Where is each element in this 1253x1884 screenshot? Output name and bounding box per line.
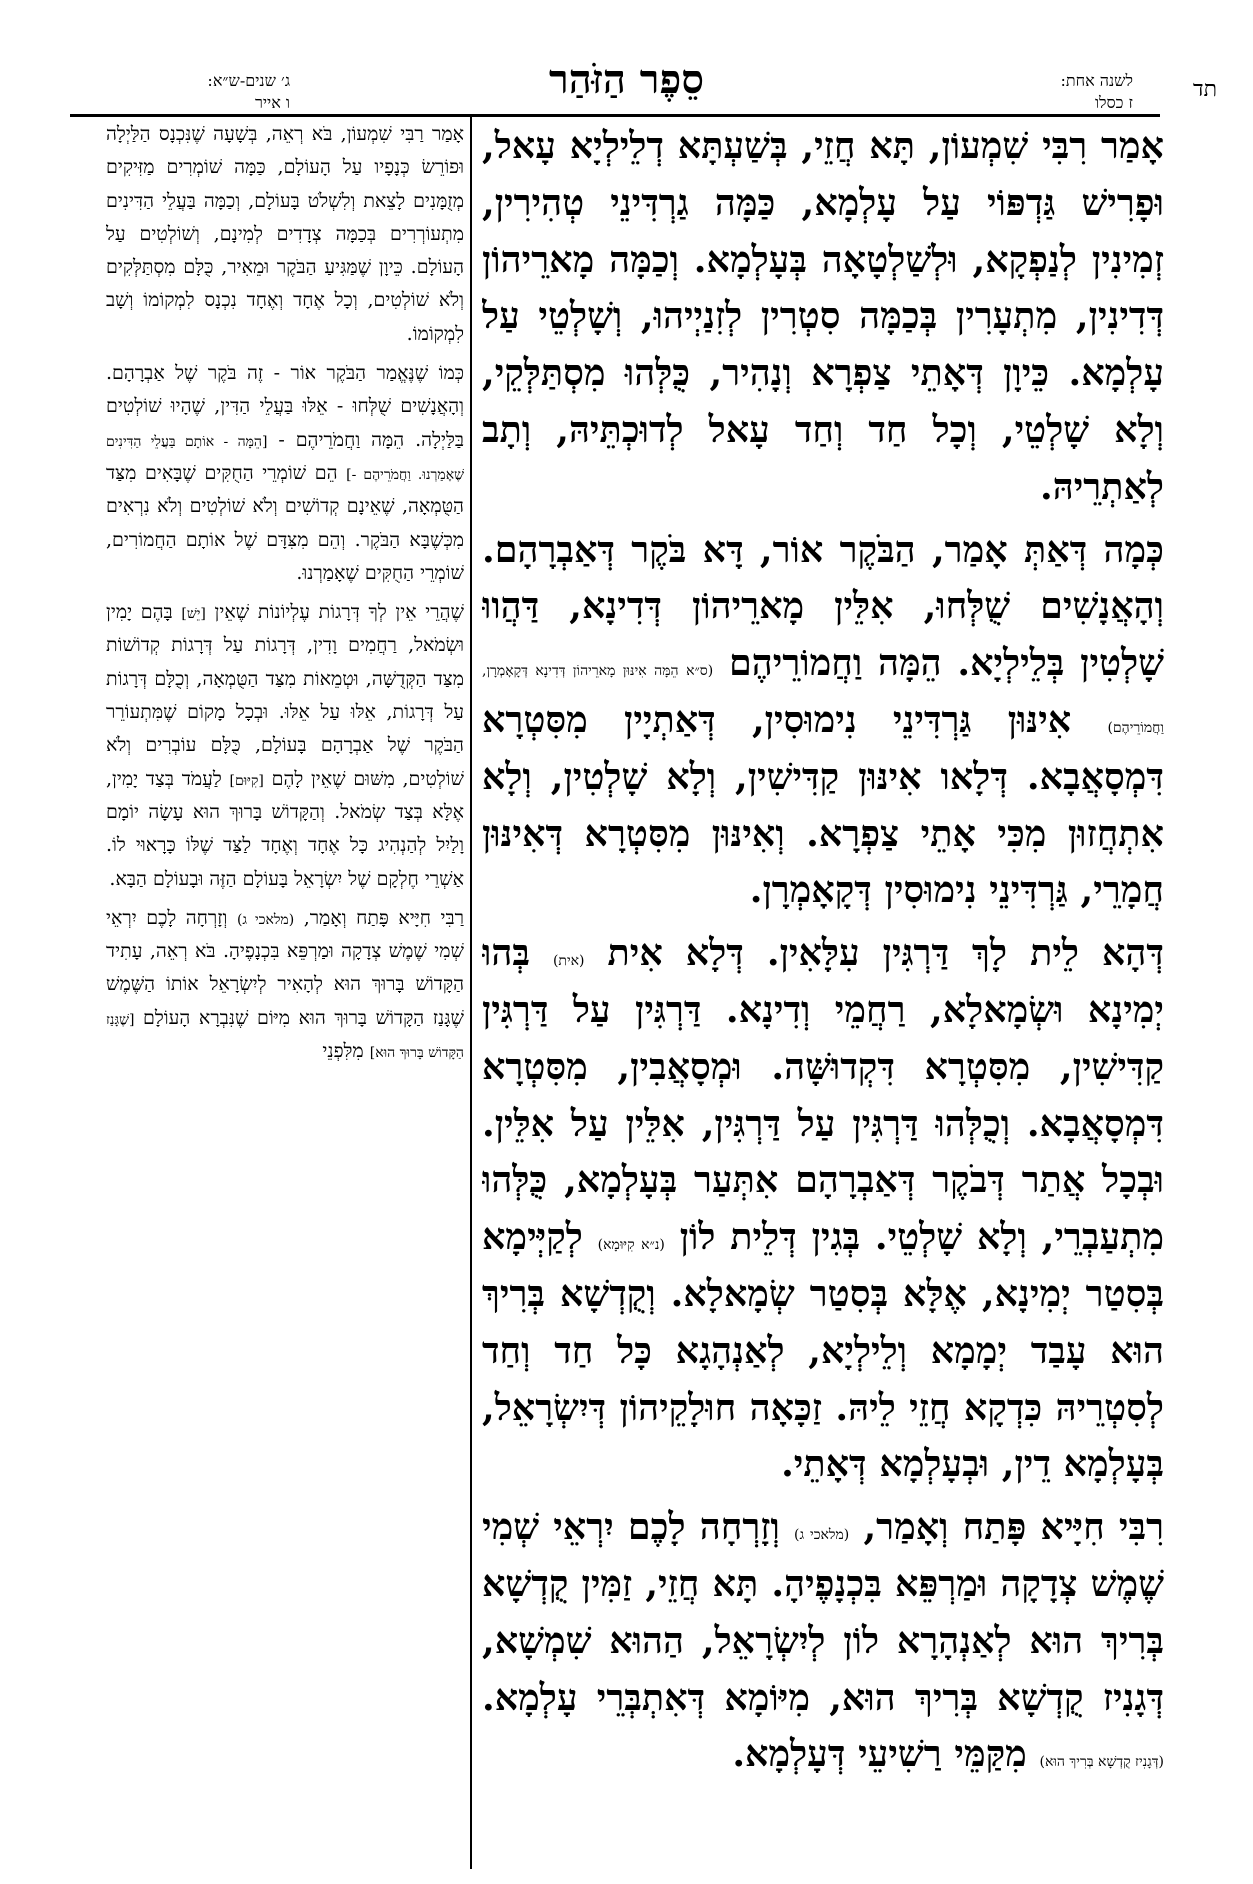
main-p4-note-2: (דְּגָנִיז קֻדְשָׁא בְּרִיךְ הוּא) <box>1039 1754 1164 1771</box>
main-p3-note: (אית) <box>552 953 585 970</box>
side-s1-text: אָמַר רַבִּי שִׁמְעוֹן, בֹּא רְאֵה, בְּשָׁעָה שֶׁנִּכְנָס הַלַּיְלָה וּפוֹרֵשׂ כְּנָפָיו עַל הָעוֹלָם, כַּמָּה שׁוֹמְרִים מַזִּיקִים מְזֻמָּנִים לָצֵאת וְלִשְׁלֹט בָּעוֹלָם, וְכַמָּה בַּעֲלֵי הַדִּינִים מִתְעוֹרְרִים בְּכַמָּה צְדָדִים לְמִינָם, וְשׁוֹלְטִים עַל הָעוֹלָם. כֵּיוָן שֶׁמַּגִּיעַ הַבֹּקֶר וּמֵאִיר, כֻּלָּם מִסְתַּלְּקִים וְלֹא שׁוֹלְטִים, וְכָל אֶחָד וְאֶחָד נִכְנָס לִמְקוֹמוֹ וְשָׁב לִמְקוֹמוֹ. <box>106 123 464 345</box>
header-left-info <box>70 70 290 114</box>
page-header <box>0 0 1253 115</box>
side-s3-note: [יֵשׁ] <box>181 606 206 623</box>
side-s4-text-c: מִלִּפְנֵי <box>322 1040 364 1063</box>
main-paragraph-3 <box>482 925 1164 1493</box>
main-p4-note: (מלאכי ג) <box>794 1527 850 1544</box>
side-s3-text-b: בָּהֶם יָמִין וּשְׂמֹאל, רַחֲמִים וָדִין, דְּרָגוֹת עַל דְּרָגוֹת קְדוֹשׁוֹת מִצַּד הַקְּדֻשָּׁה, וּטְמֵאוֹת מִצַּד הַטֻּמְאָה, וְכֻלָּם דְּרָגוֹת עַל דְּרָגוֹת, אֵלּוּ עַל אֵלּוּ. וּבְכָל מָקוֹם שֶׁמִּתְעוֹרֵר הַבֹּקֶר שֶׁל אַבְרָהָם בָּעוֹלָם, כֻּלָּם עוֹבְרִים וְלֹא שׁוֹלְטִים, מִשּׁוּם שֶׁאֵין לָהֶם <box>106 601 464 790</box>
main-p2-text-b: אִינּוּן גַּרְדִּינֵי נִימוּסִין, דְּאַתְיָין מִסִּטְרָא דִּמְסָאֲבָא. דְּלָאו אִינּוּן קַדִּישִׁין, וְלָא שָׁלְטִין, וְלָא אִתְחֲזוּן מִכִּי אָתֵי צַפְרָא. וְאִינּוּן מִסִּטְרָא דְּאִינּוּן חֲמָרֵי, גַּרְדִּינֵי נִימוּסִין דְּקָאָמְרָן. <box>482 697 1164 912</box>
header-divider <box>70 114 1160 117</box>
page-title: סֵפֶר הַזֹּהַר <box>549 56 704 103</box>
side-paragraph-3 <box>106 596 464 896</box>
side-s2-note: [הֵמָּה - אוֹתָם בַּעֲלֵי הַדִּינִים שֶׁאָמַרְנוּ. וַחֲמֹרֵיהֶם -] <box>106 433 464 483</box>
page-number: תד <box>1193 77 1217 102</box>
main-column-aramaic <box>482 118 1164 1870</box>
side-paragraph-2 <box>106 357 464 590</box>
main-p2-text-a: כְּמָה דְּאַתְּ אָמַר, הַבֹּקֶר אוֹר, דָּא בֹּקֶר דְּאַבְרָהָם. וְהָאֲנָשִׁים שֻׁלְּחוּ, אִלֵּין מָארֵיהוֹן דְּדִינָא, דַּהֲווּ שָׁלְטִין בְּלֵילְיָא. הֵמָּה וַחֲמוֹרֵיהֶם <box>482 527 1164 685</box>
side-column-hebrew <box>106 118 464 1870</box>
side-s4-text-b: וְזָרְחָה לָכֶם יִרְאֵי שְׁמִי שֶׁמֶשׁ צְדָקָה וּמַרְפֵּא בִּכְנָפֶיהָ. בֹּא רְאֵה, עָתִיד הַקָּדוֹשׁ בָּרוּךְ הוּא לְהָאִיר לְיִשְׂרָאֵל אוֹתוֹ הַשֶּׁמֶשׁ שֶׁגָּנַז הַקָּדוֹשׁ בָּרוּךְ הוּא מִיּוֹם שֶׁנִּבְרָא הָעוֹלָם <box>106 906 464 1029</box>
header-right-line2: ז כסלו <box>1094 93 1133 112</box>
main-p3-text-c: לְקַיְּימָא בְּסִטַר יְמִינָא, אֶלָּא בְּסִטַר שְׂמָאלָא. וְקֻדְשָׁא בְּרִיךְ הוּא עָבַד יְמָמָא וְלֵילְיָא, לְאַנְהָגָא כָּל חַד וְחַד לְסִטְרֵיהּ כִּדְקָא חֲזֵי לֵיהּ. זַכָּאָה חוּלָקֵיהוֹן דְּיִשְׂרָאֵל, בְּעָלְמָא דֵין, וּבְעָלְמָא דְּאָתֵי. <box>482 1215 1164 1486</box>
header-left-line1: ג׳ שנים-ש״א: <box>207 71 290 90</box>
main-p3-text-b: בְּהוּ יְמִינָא וּשְׂמָאלָא, רַחֲמֵי וְדִינָא. דַּרְגִּין עַל דַּרְגִּין קַדִּישִׁין, מִסִּטְרָא דִּקְדוּשָּׁה. וּמְסָאֲבִין, מִסִּטְרָא דִּמְסָאֲבָא. וְכֻלְּהוּ דַּרְגִּין עַל דַּרְגִּין, אִלֵּין עַל אִלֵּין. וּבְכָל אֲתַר דְּבֹקֶר דְּאַבְרָהָם אִתְּעַר בְּעָלְמָא, כֻּלְּהוּ מִתְעַבְרֵי, וְלָא שָׁלְטֵי. בְּגִין דְּלֵית לוֹן <box>482 931 1164 1259</box>
main-p2-note: (ס״א הֵמָּה אִינּוּן מָארֵיהוֹן דְּדִינָא דְּקָאָמְרָן, וַחֲמוֹרֵיהֶם) <box>482 663 1164 736</box>
side-paragraph-1 <box>106 118 464 351</box>
main-p4-text-c: מִקַּמֵּי רַשִׁיעֵי דְּעָלְמָא. <box>732 1732 1027 1776</box>
side-s4-text-a: רַבִּי חִיָּיא פָּתַח וְאָמַר, <box>303 906 464 929</box>
side-s3-text-a: שֶׁהֲרֵי אֵין לְךָ דְּרָגוֹת עֶלְיוֹנוֹת שֶׁאֵין <box>214 601 464 624</box>
main-paragraph-2 <box>482 522 1164 920</box>
header-right-line1: לשנה אחת: <box>1060 71 1133 90</box>
main-p1-text: אָמַר רִבִּי שִׁמְעוֹן, תָּא חֲזֵי, בְּשַׁעְתָּא דְלֵילְיָא עָאל, וּפָרִישׁ גַּדְפּוֹי עַל עָלְמָא, כַּמָּה גַרְדִּינֵי טְהִירִין, זְמִינִין לְנַפְקָא, וּלְשַׁלְטָאָה בְּעָלְמָא. וְכַמָּה מָארֵיהוֹן דְּדִינִין, מִתְעָרִין בְּכַמָּה סִטְרִין לְזִנַיְיהוּ, וְשָׁלְטֵי עַל עָלְמָא. כֵּיוָן דְּאָתֵי צַפְרָא וְנָהִיר, כֻּלְּהוּ מִסְתַּלְּקֵי, וְלָא שָׁלְטֵי, וְכָל חַד וְחַד עָאל לְדוּכְתֵּיהּ, וְתָב לְאַתְרֵיהּ. <box>482 124 1164 508</box>
main-paragraph-1 <box>482 118 1164 516</box>
side-s2-text-b: הֵם שׁוֹמְרֵי הַחֻקִּים שֶׁבָּאִים מִצַּד הַטֻּמְאָה, שֶׁאֵינָם קְדוֹשִׁים וְלֹא שׁוֹלְטִים וְלֹא נִרְאִים מִכְּשֶׁבָּא הַבֹּקֶר. וְהֵם מִצִּדָּם שֶׁל אוֹתָם הַחֲמוֹרִים, שׁוֹמְרֵי הַחֻקִּים שֶׁאָמַרְנוּ. <box>106 461 464 584</box>
side-s4-note: (מלאכי ג) <box>236 911 295 928</box>
main-p3-text-a: דְּהָא לֵית לָךְ דַּרְגִּין עִלָּאִין. דְּלָא אִית <box>607 931 1164 975</box>
main-paragraph-4 <box>482 1499 1164 1783</box>
side-s2-text-a: כְּמוֹ שֶׁנֶּאֱמַר הַבֹּקֶר אוֹר - זֶה בֹּקֶר שֶׁל אַבְרָהָם. וְהָאֲנָשִׁים שֻׁלְּחוּ - אֵלּוּ בַּעֲלֵי הַדִּין, שֶׁהָיוּ שׁוֹלְטִים בַּלַּיְלָה. הֵמָּה וַחֲמֹרֵיהֶם - <box>106 362 464 451</box>
side-s4-note-2: [שֶׁגָּנַז הַקָּדוֹשׁ בָּרוּךְ הוּא] <box>106 1011 464 1062</box>
header-left-line2: ו אייר <box>254 93 290 112</box>
side-s3-note-2: [קִיּוּם] <box>229 772 264 789</box>
side-s3-text-c: לַעֲמֹד בְּצַד יָמִין, אֶלָּא בְּצַד שְׂמֹאל. וְהַקָּדוֹשׁ בָּרוּךְ הוּא עָשָׂה יוֹמָם וָלַיִל לְהַנְהִיג כָּל אֶחָד וְאֶחָד לַצַּד שֶׁלּוֹ כָּרָאוּי לוֹ. אַשְׁרֵי חֶלְקָם שֶׁל יִשְׂרָאֵל בָּעוֹלָם הַזֶּה וּבָעוֹלָם הַבָּא. <box>106 767 464 890</box>
main-p3-note-2: (נ״א קִיּוּמָא) <box>597 1237 665 1254</box>
main-p4-text-a: רִבִּי חִיָּיא פָּתַח וְאָמַר, <box>863 1505 1164 1549</box>
side-paragraph-4 <box>106 902 464 1068</box>
main-p4-text-b: וְזָרְחָה לָכֶם יִרְאֵי שְׁמִי שֶׁמֶשׁ צְדָקָה וּמַרְפֵּא בִּכְנָפֶיהָ. תָּא חֲזֵי, זַמִּין קֻדְשָׁא בְּרִיךְ הוּא לְאַנְהָרָא לוֹן לְיִשְׂרָאֵל, הַהוּא שִׁמְשָׁא, דְּגָנִיז קֻדְשָׁא בְּרִיךְ הוּא, מִיּוֹמָא דְּאִתְבְּרֵי עָלְמָא. <box>482 1505 1164 1719</box>
column-divider <box>470 117 472 1869</box>
